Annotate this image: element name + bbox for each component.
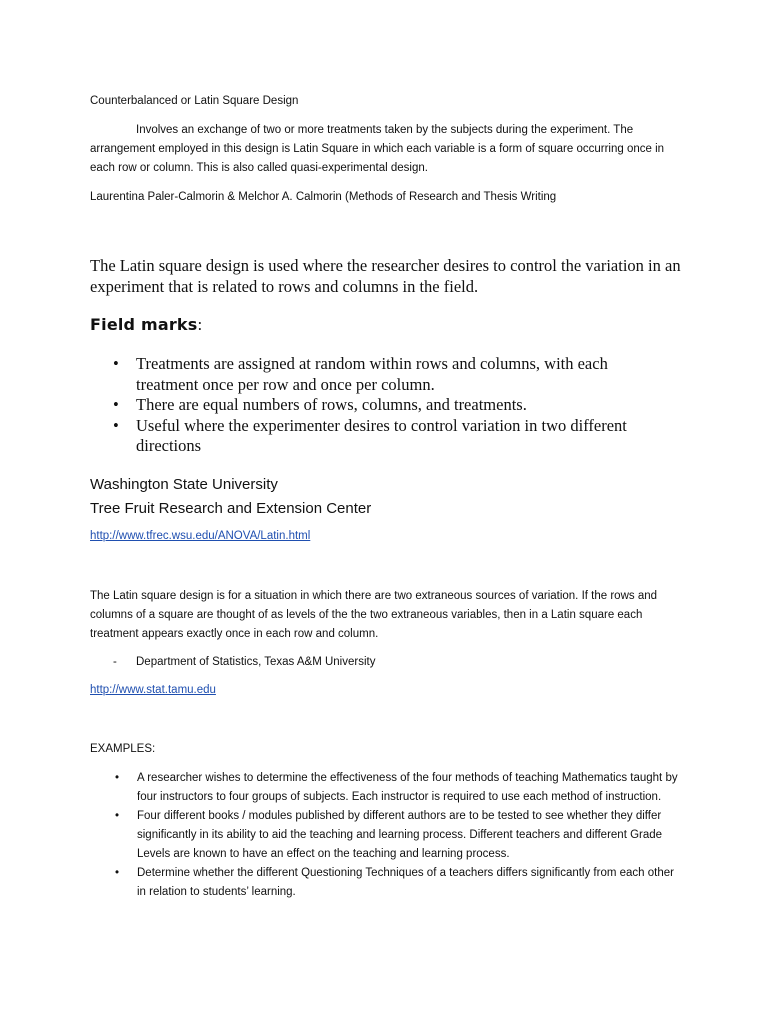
bullet-icon: • [115,772,120,784]
list-item [113,395,673,416]
citation-calmorin: Laurentina Paler-Calmorin & Melchor A. Calmorin (Methods of Research and Thesis Writing [90,191,557,203]
list-item-text: A researcher wishes to determine the effectiveness of the four methods of teaching Mathematics taught by four instructors to four groups of subjects. Each instructor is required to use each method of instruction. [137,772,678,803]
latin-square-intro-paragraph: The Latin square design is used where the researcher desires to control the variation in an experiment that is related to rows and columns in the field. [90,256,681,296]
dash-bullet: - [113,656,117,668]
design-description-text: Involves an exchange of two or more treatments taken by the subjects during the experiment. The arrangement employed in this design is Latin Square in which each variable is a form of square occurring once in each row or column. This is also called quasi-experimental design. [90,124,665,174]
list-item-text: Treatments are assigned at random within rows and columns, with each treatment once per row and once per column. [136,354,608,394]
field-marks-heading [90,315,202,335]
tamu-source-text: Department of Statistics, Texas A&M University [136,656,376,668]
design-description-paragraph [90,121,690,178]
list-item [113,769,683,807]
bullet-icon: • [113,415,119,435]
bullet-icon: • [113,395,119,414]
list-item [113,864,683,902]
list-item-text: Four different books / modules published by different authors are to be tested to see whether they differ significantly in its ability to aid the teaching and learning process. Different teachers and different Grade Levels are known to have an effect on the teaching and learning process. [137,810,663,860]
extraneous-sources-paragraph: The Latin square design is for a situation in which there are two extraneous sources of variation. If the rows and columns of a square are thought of as levels of the the two extraneous variables, then in a Latin square each treatment appears exactly once in each row and column. [90,590,658,640]
wsu-heading-line2: Tree Fruit Research and Extension Center [90,500,372,517]
wsu-anova-link[interactable]: http://www.tfrec.wsu.edu/ANOVA/Latin.html [90,530,311,542]
list-item [113,354,673,395]
list-item-text: Useful where the experimenter desires to control variation in two different directions [136,415,627,455]
bullet-icon: • [115,810,120,822]
list-item [113,416,673,457]
examples-list [113,769,683,902]
examples-heading: EXAMPLES: [90,743,156,755]
bullet-icon: • [113,354,119,373]
field-marks-list [113,354,673,457]
tamu-source [113,653,673,672]
bullet-icon: • [115,867,120,879]
list-item [113,807,683,864]
wsu-heading-line1: Washington State University [90,476,278,493]
field-marks-colon: : [197,315,203,334]
wsu-heading [90,473,371,521]
list-item-text: There are equal numbers of rows, columns, and treatments. [136,395,527,414]
tamu-stat-link[interactable]: http://www.stat.tamu.edu [90,684,216,696]
list-item-text: Determine whether the different Questioning Techniques of a teachers differs significantly from each other in relation to students’ learning. [137,867,674,898]
field-marks-label: Field marks [90,315,198,334]
section-title: Counterbalanced or Latin Square Design [90,95,299,107]
